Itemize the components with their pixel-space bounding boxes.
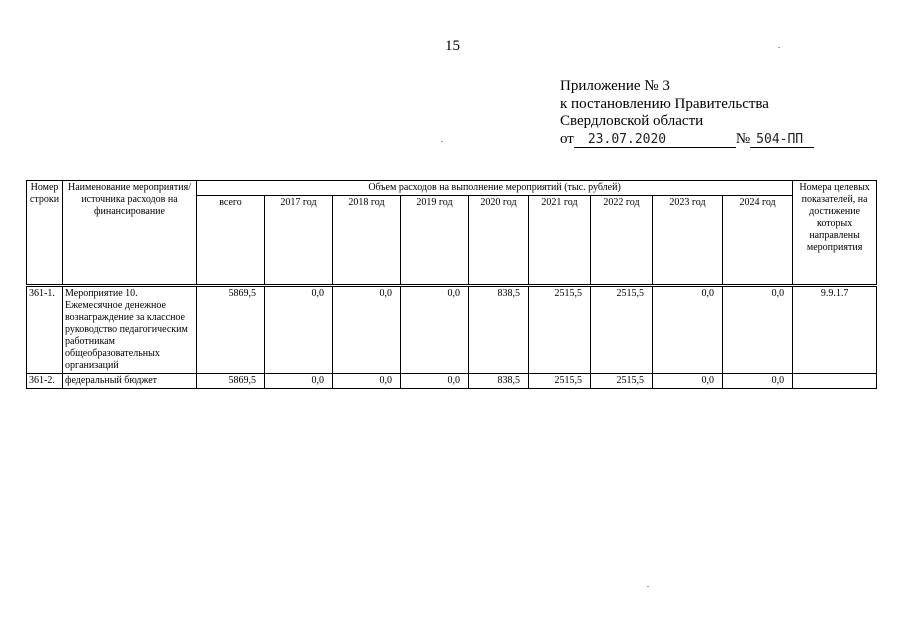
- resolution-number: 504-ПП: [750, 133, 814, 148]
- header-name: Наименование мероприятия/ источника расходов на финансирование: [63, 181, 197, 286]
- row-number: 361-2.: [27, 374, 63, 389]
- row-name: федеральный бюджет: [63, 374, 197, 389]
- cell-2021: 2515,5: [529, 374, 591, 389]
- appendix-title: Приложение № 3: [560, 78, 670, 94]
- number-prefix: №: [735, 130, 751, 147]
- resolution-date: 23.07.2020: [574, 133, 736, 148]
- cell-2017: 0,0: [265, 286, 333, 374]
- cell-2017: 0,0: [265, 374, 333, 389]
- cell-2020: 838,5: [469, 286, 529, 374]
- header-volume-group: Объем расходов на выполнение мероприятий (тыс. рублей): [197, 181, 793, 196]
- appendix-region: Свердловской области: [560, 113, 704, 129]
- appendix-block: [560, 78, 814, 148]
- appendix-resolution: к постановлению Правительства: [560, 95, 769, 112]
- cell-2024: 0,0: [723, 374, 793, 389]
- cell-2021: 2515,5: [529, 286, 591, 374]
- cell-total: 5869,5: [197, 286, 265, 374]
- header-col-2019: 2019 год: [401, 196, 469, 286]
- cell-2023: 0,0: [653, 374, 723, 389]
- cell-2018: 0,0: [333, 374, 401, 389]
- header-col-2018: 2018 год: [333, 196, 401, 286]
- header-col-2021: 2021 год: [529, 196, 591, 286]
- header-indicators: Номера целевых показателей, на достижение которых направлены мероприятия: [793, 181, 877, 286]
- scan-speck: [441, 141, 443, 142]
- header-col-2020: 2020 год: [469, 196, 529, 286]
- table-row: [27, 286, 877, 374]
- table-row: [27, 374, 877, 389]
- header-col-total: всего: [197, 196, 265, 286]
- cell-2020: 838,5: [469, 374, 529, 389]
- row-number: 361-1.: [27, 286, 63, 374]
- header-col-2024: 2024 год: [723, 196, 793, 286]
- header-row-1: [27, 181, 877, 196]
- cell-2024: 0,0: [723, 286, 793, 374]
- cell-2022: 2515,5: [591, 286, 653, 374]
- scan-speck: [778, 47, 780, 48]
- date-prefix: от: [560, 130, 574, 147]
- row-name: Мероприятие 10. Ежемесячное денежное вознаграждение за классное руководство педагогическим работникам общеобразовательных организаций: [63, 286, 197, 374]
- expenditure-table: [26, 180, 877, 389]
- cell-2019: 0,0: [401, 374, 469, 389]
- header-col-2017: 2017 год: [265, 196, 333, 286]
- header-row-number: Номер строки: [27, 181, 63, 286]
- cell-indicators: [793, 374, 877, 389]
- header-col-2022: 2022 год: [591, 196, 653, 286]
- cell-2018: 0,0: [333, 286, 401, 374]
- cell-total: 5869,5: [197, 374, 265, 389]
- header-col-2023: 2023 год: [653, 196, 723, 286]
- cell-2022: 2515,5: [591, 374, 653, 389]
- scan-speck: [647, 586, 649, 587]
- cell-2023: 0,0: [653, 286, 723, 374]
- cell-indicators: 9.9.1.7: [793, 286, 877, 374]
- page-number: 15: [445, 38, 460, 54]
- cell-2019: 0,0: [401, 286, 469, 374]
- appendix-date-line: [560, 131, 814, 149]
